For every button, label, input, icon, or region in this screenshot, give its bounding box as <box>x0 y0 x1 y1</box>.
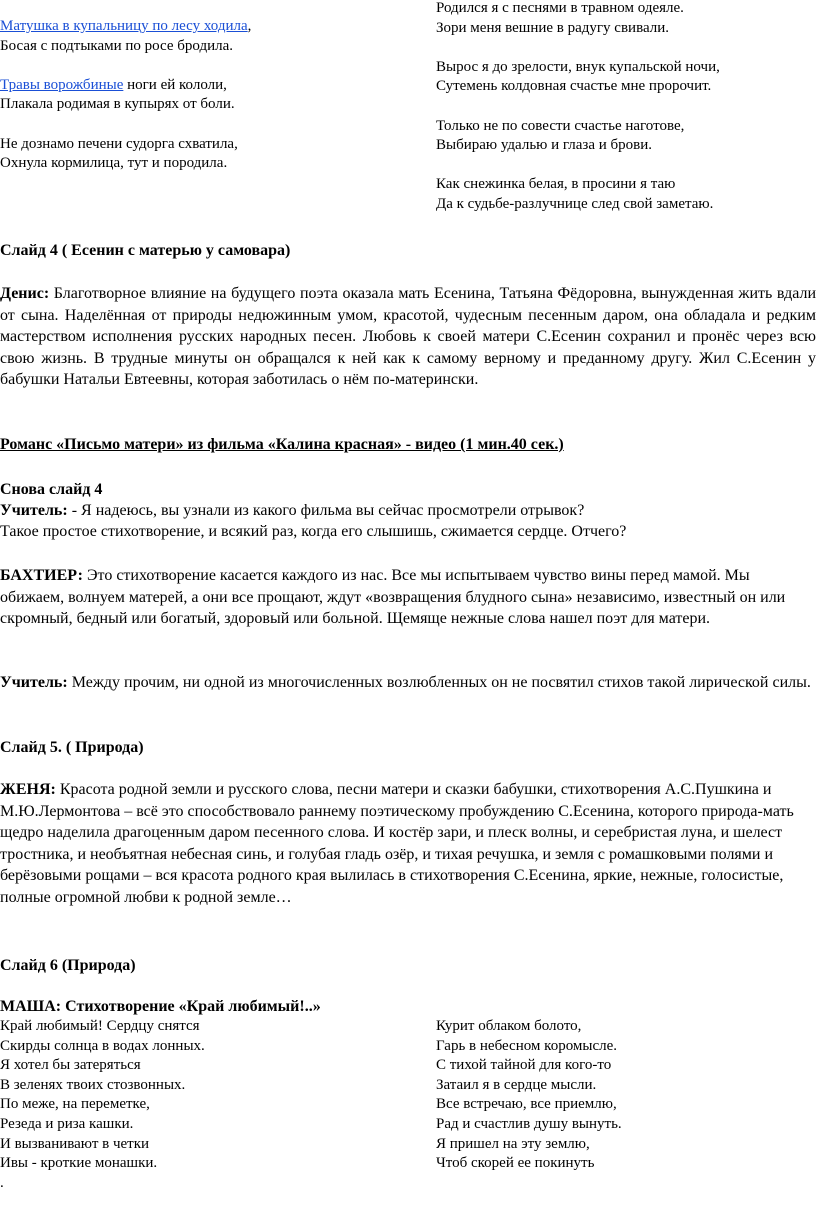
poem-line: Травы ворожбиные ноги ей кололи, <box>0 76 227 93</box>
poem-line: Босая с подтыками по росе бродила. <box>0 37 234 54</box>
trailing-dot: . <box>0 1174 4 1191</box>
top-poem-left <box>0 17 420 174</box>
slide6-poem-title: МАША: Стихотворение «Край любимый!..» <box>0 998 321 1015</box>
slide5-paragraph <box>0 779 816 909</box>
poem-line: Скирды солнца в водах лонных. <box>0 1037 205 1054</box>
poem-line: Резеда и риза кашки. <box>0 1115 134 1132</box>
poem-line: Выбираю удалью и глаза и брови. <box>436 137 653 154</box>
paragraph-text: Между прочим, ни одной из многочисленных возлюбленных он не посвятил стихов такой лирической силы. <box>67 674 811 691</box>
paragraph-text: Красота родной земли и русского слова, песни матери и сказки бабушки, стихотворения А.С.Пушкина и М.Ю.Лермонтова – всё это способствовало раннему поэтическому пробуждению С.Есенина, которого природа-мать щедро наделила драгоценным даром песенного слова. И костёр зари, и плеск волны, и серебристая луна, и шелест тростника, и необъятная небесная синь, и голубая гладь озёр, и тихая речушка, и земля с ромашковыми полями и берёзовыми рощами – вся красота родного края вылилась в стихотворения С.Есенина, яркие, нежные, голосистые, полные огромной любви к родной земле… <box>0 781 794 906</box>
poem-line: Чтоб скорей ее покинуть <box>436 1155 595 1172</box>
poem-line: С тихой тайной для кого-то <box>436 1057 612 1074</box>
poem-line: Гарь в небесном коромысле. <box>436 1037 618 1054</box>
poem-line: Все встречаю, все приемлю, <box>436 1096 617 1113</box>
poem-line: Рад и счастлив душу вынуть. <box>436 1115 622 1132</box>
poem-line: Охнула кормилица, тут и породила. <box>0 155 228 172</box>
poem-line: Не дознамо печени судорга схватила, <box>0 135 238 152</box>
poem-line: Затаил я в сердце мысли. <box>436 1076 597 1093</box>
speaker-label: БАХТИЕР: <box>0 567 83 584</box>
teacher-question <box>0 500 816 522</box>
poem-line: Как снежинка белая, в просини я таю <box>436 176 676 193</box>
teacher-question-line2: Такое простое стихотворение, и всякий раз, когда его слышишь, сжимается сердце. Отчего? <box>0 523 627 540</box>
poem-line: И вызванивают в четки <box>0 1135 150 1152</box>
poem-line: Вырос я до зрелости, внук купальской ночи, <box>436 58 720 75</box>
top-poem-right <box>436 0 816 215</box>
slide4-paragraph <box>0 283 816 391</box>
poem-line: Родился я с песнями в травном одеяле. <box>436 0 684 16</box>
poem-line: Край любимый! Сердцу снятся <box>0 1018 200 1034</box>
poem-line: Курит облаком болото, <box>436 1018 582 1034</box>
poem-line: Я пришел на эту землю, <box>436 1135 590 1152</box>
slide6-poem-left <box>0 1017 420 1193</box>
speaker-label: Учитель: <box>0 502 68 519</box>
teacher-paragraph <box>0 672 816 694</box>
speaker-label: ЖЕНЯ: <box>0 781 56 798</box>
poem-line: Только не по совести счастье наготове, <box>436 117 685 134</box>
slide5-heading: Слайд 5. ( Природа) <box>0 739 144 756</box>
again-slide4-heading: Снова слайд 4 <box>0 481 103 498</box>
poem-line: Я хотел бы затеряться <box>0 1057 141 1074</box>
speaker-label: Денис: <box>0 285 50 302</box>
paragraph-text: Благотворное влияние на будущего поэта оказала мать Есенина, Татьяна Фёдоровна, вынужденная жить вдали от сына. Наделённая от природы недюжинным умом, красотой, чудесным песенным даром, она обладала и редким мастерством исполнения русских народных песен. Любовь к своей матери С.Есенин сохранил и пронёс через всю свою жизнь. В трудные минуты он обращался к ней как к самому верному и преданному другу. Жил С.Есенин у бабушки Натальи Евтеевны, которая заботилась о нём по-матерински. <box>0 285 816 389</box>
poem-line: Плакала родимая в купырях от боли. <box>0 96 235 113</box>
paragraph-text: - Я надеюсь, вы узнали из какого фильма вы сейчас просмотрели отрывок? <box>67 502 585 519</box>
poem-link-matushka[interactable]: Матушка в купальницу по лесу ходила <box>0 18 248 34</box>
slide6-poem-right <box>436 1017 816 1174</box>
poem-line: По меже, на переметке, <box>0 1096 150 1113</box>
poem-link-travy[interactable]: Травы ворожбиные <box>0 76 124 93</box>
paragraph-text: Это стихотворение касается каждого из нас. Все мы испытываем чувство вины перед мамой. Мы обижаем, волнуем матерей, а они все прощают, ждут «возвращения блудного сына» независимо, известный он или скромный, бедный или богатый, здоровый или больной. Щемяще нежные слова нашел поэт для матери. <box>0 567 786 628</box>
speaker-label: Учитель: <box>0 674 68 691</box>
poem-line: Ивы - кроткие монашки. <box>0 1155 158 1172</box>
poem-line: В зеленях твоих стозвонных. <box>0 1076 186 1093</box>
poem-line: Да к судьбе-разлучнице след свой заметаю. <box>436 195 714 212</box>
poem-line: Сутемень колдовная счастье мне пророчит. <box>436 78 712 95</box>
bakhtier-paragraph <box>0 565 816 630</box>
romance-heading: Романс «Письмо матери» из фильма «Калина красная» - видео (1 мин.40 сек.) <box>0 436 564 453</box>
slide4-heading: Слайд 4 ( Есенин с матерью у самовара) <box>0 242 291 259</box>
poem-line: Матушка в купальницу по лесу ходила, <box>0 18 252 34</box>
poem-line: Зори меня вешние в радугу свивали. <box>436 19 670 36</box>
slide6-heading: Слайд 6 (Природа) <box>0 957 136 974</box>
